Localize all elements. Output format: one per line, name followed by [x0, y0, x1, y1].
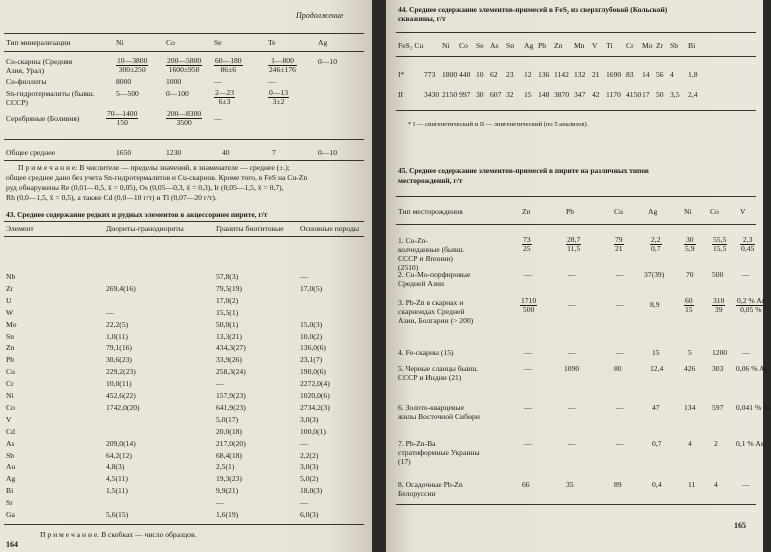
- t44-cell: 56: [656, 70, 664, 79]
- t44-header-cell: Ag: [524, 41, 534, 50]
- table-rule: [4, 33, 364, 34]
- t45-header-cu: Cu: [614, 207, 623, 216]
- t45-row4-ag: 15: [652, 348, 660, 357]
- t1-avg-co: 1230: [166, 148, 182, 157]
- t2-element: Sr: [6, 498, 13, 508]
- t2-element: U: [6, 295, 12, 305]
- t2-basic-value: 2734,2(3): [300, 402, 330, 412]
- t45-row5-pb: 1090: [564, 364, 580, 373]
- t2-granites-value: 217,0(20): [216, 438, 246, 448]
- table-rule: [396, 56, 756, 57]
- t44-title-line1: 44. Среднее содержание элементов-примесей в FeS₂ из сверхглубокой (Кольской): [398, 5, 668, 14]
- t2-diorites-value: 269,4(16): [106, 283, 136, 293]
- t1-header-te: Te: [268, 38, 276, 47]
- t45-row2-ni: 70: [686, 270, 694, 279]
- t1-row3-se: $\frac{2—23}{6\pm 3}$: [215, 88, 234, 106]
- table-rule: [4, 51, 364, 52]
- t44-cell: 3870: [554, 90, 570, 99]
- t2-granites-value: 50,0(1): [216, 319, 239, 329]
- t45-row7-co: 2: [714, 439, 718, 448]
- t1-row2-type: Cu-филлиты: [6, 77, 47, 86]
- t45-row5-co: 303: [712, 364, 724, 373]
- t45-row5-type: 5. Черные сланцы бывш. СССР и Индии (21): [398, 364, 479, 382]
- t44-cell: II: [398, 90, 404, 99]
- t2-element: Pb: [6, 355, 15, 365]
- t2-basic-value: 5,0(2): [300, 474, 319, 484]
- t45-row4-ni: 5: [688, 348, 692, 357]
- t2-granites-value: 33,9(26): [216, 355, 242, 365]
- t44-cell: 10: [476, 70, 484, 79]
- t45-row2-pb: —: [568, 270, 576, 279]
- t2-granites-value: 1,6(19): [216, 510, 239, 519]
- t1-header-ag: Ag: [318, 38, 328, 47]
- left-page: [0, 0, 372, 552]
- t44-cell: 4150: [626, 90, 642, 99]
- t44-header-cell: Pb: [538, 41, 547, 50]
- t2-granites-value: 79,5(19): [216, 283, 242, 293]
- t44-header-cell: Ti: [606, 41, 613, 50]
- t44-cell: 12: [524, 70, 532, 79]
- t45-row1-v: $\frac{2,3}{0,45}$: [741, 235, 755, 253]
- t1-note-line: общее среднее дано без учета Sn-гидротермалитов и Cu-скарнов. Кроме того, в FeS на Cu-Zn: [6, 173, 308, 182]
- t45-row7-zn: —: [524, 439, 532, 448]
- right-page: [386, 0, 771, 552]
- t44-cell: 1142: [554, 70, 569, 79]
- t2-granites-value: 68,4(18): [216, 450, 242, 460]
- t1-header-se: Se: [214, 38, 222, 47]
- t2-element: W: [6, 307, 14, 317]
- t45-row4-co: 1200: [712, 348, 728, 357]
- t45-row6-ag: 47: [652, 403, 660, 412]
- t2-element: As: [6, 438, 15, 448]
- t45-row4-pb: —: [568, 348, 576, 357]
- t45-row2-v: —: [742, 270, 750, 279]
- t2-header-diorites: Диориты-гранодиориты: [106, 224, 184, 233]
- t45-row7-ag: 0,7: [652, 439, 662, 448]
- t2-granites-value: 17,0(2): [216, 295, 239, 305]
- t45-row1-ni: $\frac{30}{5,9}$: [685, 235, 695, 253]
- t2-element: Nb: [6, 272, 16, 281]
- t2-basic-value: 1020,0(6): [300, 391, 330, 400]
- t44-cell: 347: [574, 90, 586, 99]
- t1-row4-co: $\frac{200—8300}{3500}$: [167, 109, 202, 127]
- t44-cell: 773: [424, 70, 436, 79]
- t1-note-line: Rh (0,0—1,5, x̄ = 0,5), а также Cd (0,0—10 г/т) и Tl (0,07—20 г/т).: [6, 193, 217, 202]
- t44-header-cell: Mo: [642, 41, 653, 50]
- t44-header-cell: Sn: [506, 41, 515, 50]
- table-rule: [396, 110, 756, 111]
- t2-diorites-value: 4,5(11): [106, 474, 128, 484]
- t45-row3-type: 3. Pb-Zn в скарнах и скарноидах Средней Азии, Болгарии (> 200): [398, 298, 474, 325]
- t45-row6-zn: —: [524, 403, 532, 412]
- t2-granites-value: 2,5(1): [216, 462, 235, 472]
- t2-basic-value: —: [300, 438, 308, 448]
- t45-row6-ni: 134: [684, 403, 696, 412]
- t1-row4-ni: $\frac{70—1400}{150}$: [107, 109, 138, 127]
- table-rule: [4, 524, 364, 525]
- t1-row3-co: 0—100: [166, 89, 189, 98]
- t44-cell: 30: [476, 90, 484, 99]
- t45-row6-co: 597: [712, 403, 724, 412]
- t45-header-pb: Pb: [566, 207, 575, 216]
- t2-basic-value: —: [300, 272, 308, 281]
- t45-row6-v: 0,041 % As: [736, 403, 771, 412]
- t2-granites-value: 20,0(18): [216, 426, 242, 436]
- table-rule: [4, 236, 364, 237]
- t45-row2-cu: —: [616, 270, 624, 279]
- page-number-left: 164: [6, 540, 18, 549]
- t44-cell: 23: [506, 70, 514, 79]
- t44-cell: 15: [524, 90, 532, 99]
- t1-note-line: руд обнаружены Re (0,01—0,5, x̄ = 0,05), Os (0,05—0,3, x̄ = 0,3), Ir (0,05—1,5, x̄ = 0,7),: [6, 183, 284, 192]
- t2-granites-value: 5,0(17): [216, 414, 239, 424]
- t44-header-cell: Co: [459, 41, 468, 50]
- t2-granites-value: 13,3(21): [216, 331, 242, 341]
- t1-header-co: Co: [166, 38, 175, 47]
- t45-row8-co: 4: [714, 480, 718, 489]
- t2-granites-value: 434,3(27): [216, 343, 246, 353]
- t44-title-line2: скважины, г/т: [398, 14, 446, 23]
- t2-element: Cr: [6, 379, 14, 389]
- t1-row1-ni: $\frac{10—3800}{300\pm 250}$: [117, 56, 148, 74]
- t2-element: Cu: [6, 367, 15, 377]
- t44-cell: 1690: [606, 70, 622, 79]
- t44-cell: 14: [642, 70, 650, 79]
- t44-cell: 4: [670, 70, 674, 79]
- t45-row7-v: 0,1 % As: [736, 439, 764, 448]
- t1-row1-se: $\frac{60—180}{86\pm 6}$: [215, 56, 242, 74]
- t2-basic-value: 3,0(3): [300, 414, 319, 424]
- t2-header-granites: Граниты биотитовые: [216, 224, 284, 233]
- t44-header-cell: Zn: [554, 41, 563, 50]
- table-rule: [396, 196, 756, 197]
- t45-row7-pb: —: [568, 439, 576, 448]
- t2-granites-value: —: [216, 379, 224, 389]
- t44-cell: I*: [398, 70, 405, 79]
- t44-cell: 1170: [606, 90, 621, 99]
- t44-cell: 50: [656, 90, 664, 99]
- t1-avg-label: Общее среднее: [6, 148, 55, 157]
- t2-diorites-value: 79,1(16): [106, 343, 132, 353]
- t2-element: Mo: [6, 319, 17, 329]
- t2-granites-value: 258,3(24): [216, 367, 246, 377]
- t44-cell: 2,4: [688, 90, 698, 99]
- t2-basic-value: 136,0(6): [300, 343, 326, 353]
- t2-diorites-value: 22,2(5): [106, 319, 129, 329]
- t44-cell: 83: [626, 70, 634, 79]
- t2-element: Ga: [6, 510, 15, 519]
- t44-header-cell: V: [592, 41, 598, 50]
- t45-row5-cu: 80: [614, 364, 622, 373]
- t45-row3-co: $\frac{310}{39}$: [713, 296, 725, 314]
- t2-basic-value: 23,1(7): [300, 355, 323, 365]
- t2-diorites-value: 209,0(14): [106, 438, 136, 448]
- t45-row8-pb: 35: [566, 480, 574, 489]
- t45-row6-cu: —: [616, 403, 624, 412]
- t45-row7-type: 7. Pb-Zn-Ba стратиформные Украины (17): [398, 439, 480, 466]
- t2-diorites-value: 64,2(12): [106, 450, 132, 460]
- table-rule: [396, 224, 756, 225]
- t45-row8-cu: 89: [614, 480, 622, 489]
- t44-cell: 3,5: [670, 90, 680, 99]
- t45-row1-co: $\frac{55,5}{15,5}$: [713, 235, 727, 253]
- t45-row2-co: 500: [712, 270, 724, 279]
- page-number-right: 165: [734, 521, 746, 530]
- t44-header-cell: Bi: [688, 41, 696, 50]
- t2-granites-value: 9,9(21): [216, 486, 239, 496]
- t45-row3-v: $\frac{0,2 \% As}{0,05 \%}$: [737, 296, 765, 314]
- t1-row2-ni: 8000: [116, 77, 132, 86]
- t2-element: Cd: [6, 426, 15, 436]
- t2-element: Sn: [6, 331, 15, 341]
- t2-diorites-value: 30,6(23): [106, 355, 132, 365]
- t2-basic-value: 3,0(3): [300, 462, 319, 472]
- t2-diorites-value: 10,0(11): [106, 379, 132, 389]
- t44-header-cell: As: [490, 41, 499, 50]
- t2-basic-value: 18,0(3): [300, 486, 323, 496]
- t2-basic-value: —: [300, 498, 308, 508]
- t2-diorites-value: —: [106, 307, 114, 317]
- t45-row6-pb: —: [568, 403, 576, 412]
- t44-header-cell: Cr: [626, 41, 634, 50]
- t1-header-type: Тип минерализации: [6, 38, 71, 47]
- t45-row4-v: —: [742, 348, 750, 357]
- table-rule: [4, 160, 364, 161]
- t44-cell: 1,8: [688, 70, 698, 79]
- t1-row4-type: Серебряные (Боливия): [6, 114, 80, 123]
- t45-row3-cu: —: [616, 300, 624, 309]
- t2-note: П р и м е ч а н и е. В скобках — число образцов.: [40, 530, 197, 539]
- t2-granites-value: 19,3(23): [216, 474, 242, 484]
- t44-header-cell: Se: [476, 41, 484, 50]
- t45-header-zn: Zn: [522, 207, 531, 216]
- t2-basic-value: 100,0(1): [300, 426, 326, 436]
- t44-cell: 997: [459, 90, 471, 99]
- t44-cell: 3430: [424, 90, 440, 99]
- t1-row3-ni: 5—500: [116, 89, 139, 98]
- t2-granites-value: 641,9(23): [216, 402, 246, 412]
- t45-row3-ag: 8,9: [650, 300, 660, 309]
- t45-header-co: Co: [710, 207, 719, 216]
- t44-footnote: * I — сингенетический и II — эпигенетический (по 5 анализов).: [408, 121, 589, 128]
- t45-row1-pb: $\frac{28,7}{11,5}$: [567, 235, 581, 253]
- t45-title-line2: месторождений, г/т: [398, 176, 463, 185]
- t2-diorites-value: 1,5(11): [106, 486, 128, 496]
- t44-cell: 148: [538, 90, 550, 99]
- t1-row2-se: —: [214, 77, 222, 86]
- t2-element: Au: [6, 462, 16, 472]
- t44-cell: 607: [490, 90, 502, 99]
- t1-row3-type: Sn-гидротермалиты (бывш. СССР): [6, 89, 95, 107]
- t2-basic-value: 2272,0(4): [300, 379, 330, 389]
- t45-row3-ni: $\frac{60}{15}$: [685, 296, 693, 314]
- t1-note-line: П р и м е ч а н и е: В числителе — пределы значений, в знаменателе — среднее (±.);: [18, 163, 290, 172]
- t2-diorites-value: 229,2(23): [106, 367, 136, 377]
- t45-header-ag: Ag: [648, 207, 658, 216]
- t45-row3-zn: $\frac{1710}{500}$: [521, 296, 537, 314]
- t45-row1-zn: $\frac{73}{25}$: [523, 235, 531, 253]
- t2-title: 43. Среднее содержание редких и рудных элементов в акцессорном пирите, г/т: [6, 210, 268, 219]
- t45-row3-pb: —: [568, 300, 576, 309]
- t45-row1-cu: $\frac{79}{21}$: [615, 235, 623, 253]
- t2-granites-value: 57,8(3): [216, 272, 239, 281]
- t45-row4-type: 4. Fe-скарны (15): [398, 348, 454, 357]
- t2-diorites-value: 1742,0(20): [106, 402, 140, 412]
- table-rule: [4, 221, 364, 222]
- t44-cell: 62: [490, 70, 498, 79]
- t45-row7-cu: —: [616, 439, 624, 448]
- t1-row1-type: Cu-скарны (Средняя Азия, Урал): [6, 57, 73, 75]
- t45-row8-v: —: [742, 480, 750, 489]
- t2-basic-value: 190,0(6): [300, 367, 326, 377]
- t1-row4-se: —: [214, 114, 222, 123]
- t2-element: Zn: [6, 343, 15, 353]
- t45-row2-ag: 37(39): [644, 270, 665, 279]
- t1-avg-te: 7: [272, 148, 276, 157]
- t2-diorites-value: 452,6(22): [106, 391, 136, 400]
- t44-header-cell: Ni: [442, 41, 450, 50]
- t2-granites-value: —: [216, 498, 224, 508]
- t44-header-cell: FeS₂ Cu: [398, 41, 424, 50]
- t44-cell: 32: [506, 90, 514, 99]
- t45-row1-type: 1. Cu-Zn-колчеданные (бывш. СССР и Японии) (2510): [398, 236, 465, 272]
- t45-title-line1: 45. Среднее содержание элементов-примесей в пирите на различных типов: [398, 166, 649, 175]
- t45-row5-ni: 426: [684, 364, 696, 373]
- t44-cell: 132: [574, 70, 586, 79]
- t2-diorites-value: 4,8(3): [106, 462, 125, 472]
- t45-row2-zn: —: [524, 270, 532, 279]
- t2-element: V: [6, 414, 12, 424]
- t45-row8-ag: 0,4: [652, 480, 662, 489]
- t45-row6-type: 6. Золото-кварцевые жилы Восточной Сибири: [398, 403, 480, 421]
- t1-row3-te: $\frac{0—13}{3\pm 2}$: [269, 88, 288, 106]
- t45-row5-ag: 12,4: [650, 364, 664, 373]
- t45-row4-zn: —: [524, 348, 532, 357]
- table-rule: [4, 139, 364, 140]
- t45-row7-ni: 4: [688, 439, 692, 448]
- t45-header-ni: Ni: [684, 207, 692, 216]
- t45-row4-cu: —: [616, 348, 624, 357]
- t45-row1-ag: $\frac{2,2}{0,7}$: [651, 235, 661, 253]
- t1-avg-se: 40: [222, 148, 230, 157]
- t2-basic-value: 2,2(2): [300, 450, 319, 460]
- t44-header-cell: Zr: [656, 41, 664, 50]
- t2-element: Zr: [6, 283, 14, 293]
- t1-avg-ni: 1650: [116, 148, 132, 157]
- t1-row2-co: 1000: [166, 77, 182, 86]
- t44-cell: 136: [538, 70, 550, 79]
- t44-cell: 1800: [442, 70, 458, 79]
- t44-header-cell: Sb: [670, 41, 679, 50]
- t45-header-type: Тип месторождения: [398, 207, 463, 216]
- t44-cell: 2150: [442, 90, 458, 99]
- t45-row8-ni: 11: [688, 480, 696, 489]
- table-rule: [396, 32, 756, 33]
- t2-element: Co: [6, 402, 15, 412]
- t44-cell: 17: [642, 90, 650, 99]
- t45-row8-zn: 66: [522, 480, 530, 489]
- t1-row2-te: —: [268, 77, 276, 86]
- t45-row5-zn: —: [524, 364, 532, 373]
- t2-basic-value: 15,0(3): [300, 319, 323, 329]
- t2-basic-value: 10,0(2): [300, 331, 323, 341]
- t2-granites-value: 15,5(1): [216, 307, 239, 317]
- table-rule: [396, 504, 756, 505]
- t2-diorites-value: 1,0(11): [106, 331, 128, 341]
- t44-header-cell: Mn: [574, 41, 585, 50]
- continuation-label: Продолжение: [296, 11, 344, 20]
- t44-cell: 440: [459, 70, 471, 79]
- t2-basic-value: 17,0(5): [300, 283, 323, 293]
- t2-header-basic: Основные породы: [300, 224, 359, 233]
- t2-element: Bi: [6, 486, 14, 496]
- t44-cell: 21: [592, 70, 600, 79]
- t2-element: Ni: [6, 391, 14, 400]
- t2-basic-value: 6,0(3): [300, 510, 319, 519]
- t2-granites-value: 157,9(23): [216, 391, 246, 400]
- t1-avg-ag: 0—10: [318, 148, 337, 157]
- t2-diorites-value: 5,6(15): [106, 510, 129, 519]
- t2-element: Sb: [6, 450, 15, 460]
- t2-element: Ag: [6, 474, 16, 484]
- t45-row8-type: 8. Осадочные Pb-Zn Белоруссии: [398, 480, 463, 498]
- t2-header-element: Элемент: [6, 224, 34, 233]
- t1-row1-ag: 0—10: [318, 57, 337, 66]
- t1-row1-te: $\frac{1—800}{246\pm 176}$: [269, 56, 296, 74]
- t45-row2-type: 2. Cu-Mo-порфировые Средней Азии: [398, 270, 471, 288]
- t1-row1-co: $\frac{200—5800}{1600\pm 950}$: [167, 56, 202, 74]
- t44-cell: 42: [592, 90, 600, 99]
- t45-row5-v: 0,06 % As: [736, 364, 768, 373]
- t1-header-ni: Ni: [116, 38, 124, 47]
- t45-header-v: V: [740, 207, 746, 216]
